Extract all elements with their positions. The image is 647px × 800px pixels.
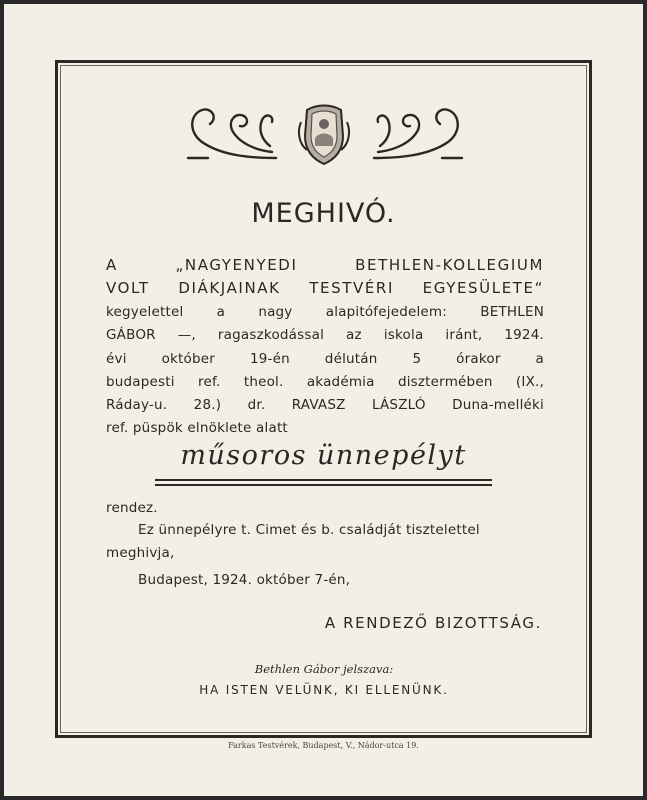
left-flourish-ornament xyxy=(182,102,280,164)
signature: A RENDEZŐ BIZOTTSÁG. xyxy=(324,614,542,632)
motto-label: Bethlen Gábor jelszava: xyxy=(254,662,394,676)
right-flourish-ornament xyxy=(370,102,468,164)
body-line-5: évi október 19-én délután 5 órakor a xyxy=(106,351,544,367)
body-line-3: kegyelettel a nagy alapitófejedelem: BETHLEN xyxy=(106,304,544,320)
headline-rule-bottom xyxy=(155,484,492,486)
body-line-2: VOLT DIÁKJAINAK TESTVÉRI EGYESÜLETE“ xyxy=(106,279,544,297)
crest-emblem xyxy=(297,102,351,166)
date-line: Budapest, 1924. október 7-én, xyxy=(138,572,351,588)
invitation-title: MEGHIVÓ. xyxy=(251,198,396,229)
headline-rule-top xyxy=(155,479,492,481)
printer-credit: Farkas Testvérek, Budapest, V., Nádor-utca 19. xyxy=(228,741,419,750)
body-line-1: A „NAGYENYEDI BETHLEN-KOLLEGIUM xyxy=(106,256,544,274)
body-line-6: budapesti ref. theol. akadémia disztermében (IX., xyxy=(106,374,544,390)
event-headline: műsoros ünnepélyt xyxy=(180,440,467,471)
closing-line-2: Ez ünnepélyre t. Cimet és b. családját tisztelettel xyxy=(138,522,480,538)
closing-line-3: meghivja, xyxy=(106,545,175,561)
body-line-8: ref. püspök elnöklete alatt xyxy=(106,420,288,436)
closing-line-1: rendez. xyxy=(106,500,158,516)
body-line-4: GÁBOR —, ragaszkodással az iskola iránt, 1924. xyxy=(106,327,544,343)
body-line-7: Ráday-u. 28.) dr. RAVASZ LÁSZLÓ Duna-melléki xyxy=(106,397,544,413)
motto: HA ISTEN VELÜNK, KI ELLENÜNK. xyxy=(199,683,449,697)
